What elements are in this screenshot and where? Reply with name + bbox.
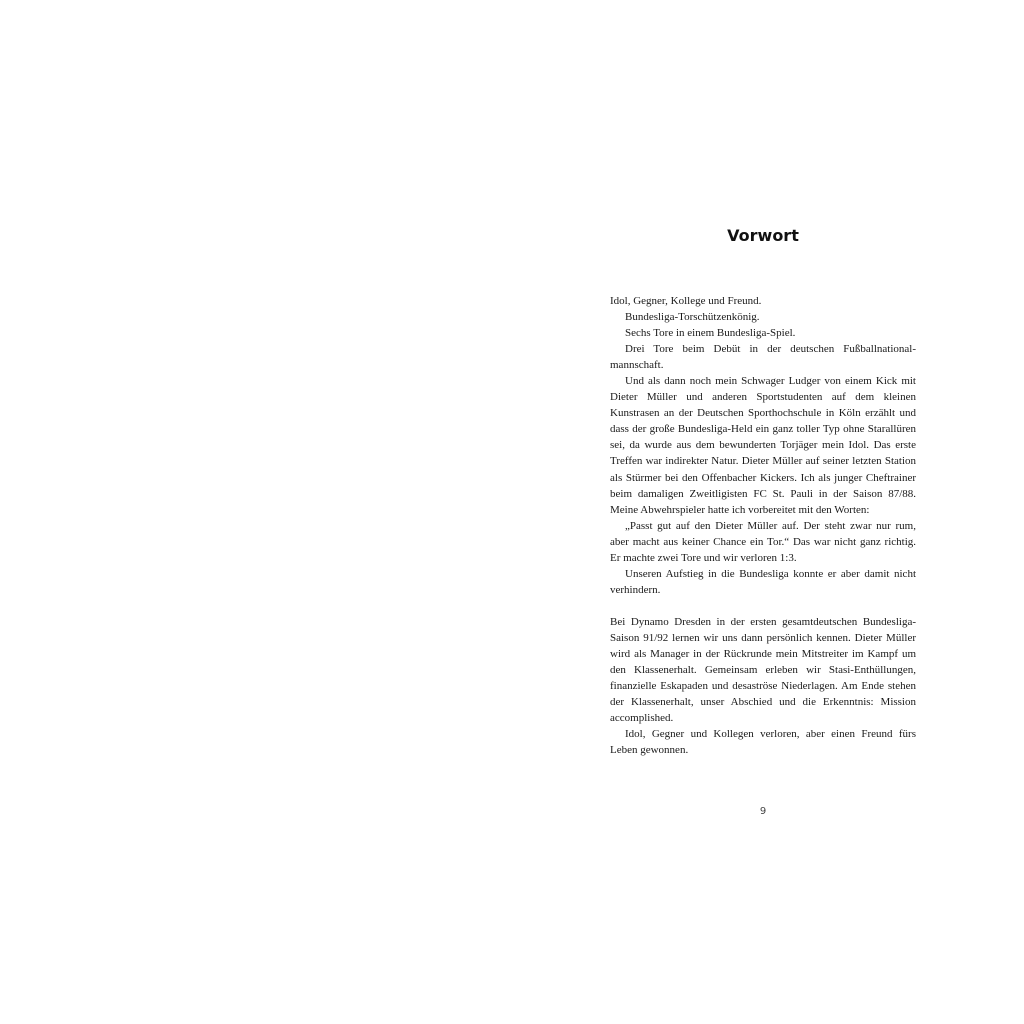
paragraph: Idol, Gegner, Kollege und Freund. — [610, 295, 762, 307]
paragraph: Und als dann noch mein Schwager Ludger von einem Kick mit Dieter Müller und anderen Sportstudenten auf dem kleinen Kunstrasen an der Deutschen Sporthochschule in Köln erzählt und dass der große Bundesliga-Held ein ganz toller Typ ohne Starallüren sei, da wurde aus dem bewunderten Torjäger mein Idol. Das erste Treffen war indirekter Natur. Dieter Müller auf seiner letzten Station als Stürmer bei den Offenbacher Kickers. Ich als junger Cheftrainer beim damaligen Zweitligisten FC St. Pauli in der Saison 87/88. Meine Abwehrspieler hatte ich vorbereitet mit den Worten: — [610, 375, 916, 516]
paragraph: Sechs Tore in einem Bundesliga-Spiel. — [625, 327, 796, 340]
paragraph: Idol, Gegner und Kollegen verloren, aber einen Freund fürs Leben gewonnen. — [610, 728, 916, 757]
page-number: 9 — [759, 806, 767, 817]
page-title: Vorwort — [727, 226, 799, 245]
paragraph: Unseren Aufstieg in die Bundesliga konnte er aber damit nicht verhindern. — [610, 567, 916, 596]
paragraph: „Passt gut auf den Dieter Müller auf. Der steht zwar nur rum, aber macht aus keiner Chance ein Tor.“ Das war nicht ganz richtig. Er machte zwei Tore und wir verloren 1:3. — [610, 519, 916, 564]
right-page — [512, 0, 1024, 1024]
paragraph: Drei Tore beim Debüt in der deutschen Fußballnational-mannschaft. — [610, 343, 916, 372]
body-text — [610, 293, 916, 758]
paragraph: Bei Dynamo Dresden in der ersten gesamtdeutschen Bundesliga-Saison 91/92 lernen wir uns dann persönlich kennen. Dieter Müller wird als Manager in der Rückrunde mein Mitstreiter im Kampf um den Klassenerhalt. Gemeinsam erleben wir Stasi-Enthüllungen, finanzielle Eskapaden und desaströse Niederlagen. Am Ende stehen der Klassenerhalt, unser Abschied und die Erkenntnis: Mission accomplished. — [610, 615, 916, 725]
paragraph: Bundesliga-Torschützenkönig. — [625, 311, 760, 324]
